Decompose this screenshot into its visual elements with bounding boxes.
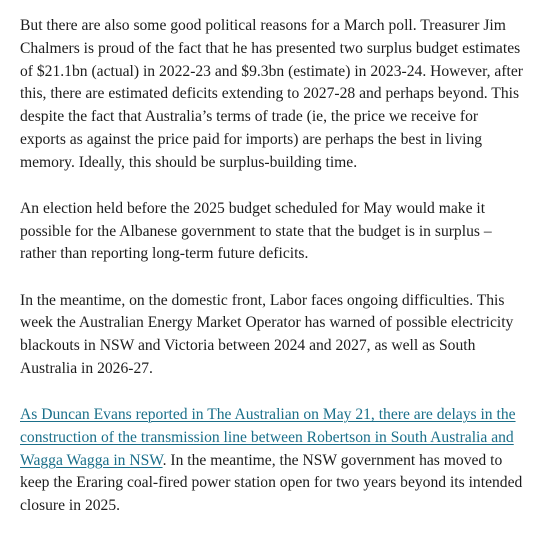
article-body	[20, 15, 525, 518]
article-paragraph-3: In the meantime, on the domestic front, Labor faces ongoing difficulties. This week the Australian Energy Market Operator has warned of possible electricity blackouts in NSW and Victoria between 2024 and 2027, as well as South Australia in 2026-27.	[20, 291, 514, 377]
article-paragraph-4-text: . In the meantime, the NSW government has moved to keep the Eraring coal-fired power station open for two years beyond its intended closure in 2025.	[20, 451, 523, 515]
article-paragraph-2: An election held before the 2025 budget scheduled for May would make it possible for the Albanese government to state that the budget is in surplus – rather than reporting long-term future deficits.	[20, 199, 492, 263]
article-paragraph-1: But there are also some good political reasons for a March poll. Treasurer Jim Chalmers is proud of the fact that he has presented two surplus budget estimates of $21.1bn (actual) in 2022-23 and $9.3bn (estimate) in 2023-24. However, after this, there are estimated deficits extending to 2027-28 and perhaps beyond. This despite the fact that Australia’s terms of trade (ie, the price we receive for exports as against the price paid for imports) are perhaps the best in living memory. Ideally, this should be surplus-building time.	[20, 17, 523, 171]
duncan-evans-report-link[interactable]: As Duncan Evans reported in The Australian on May 21, there are delays in the construction of the transmission line between Robertson in South Australia and Wagga Wagga in NSW	[20, 406, 516, 469]
article-paragraph-4	[20, 404, 525, 518]
